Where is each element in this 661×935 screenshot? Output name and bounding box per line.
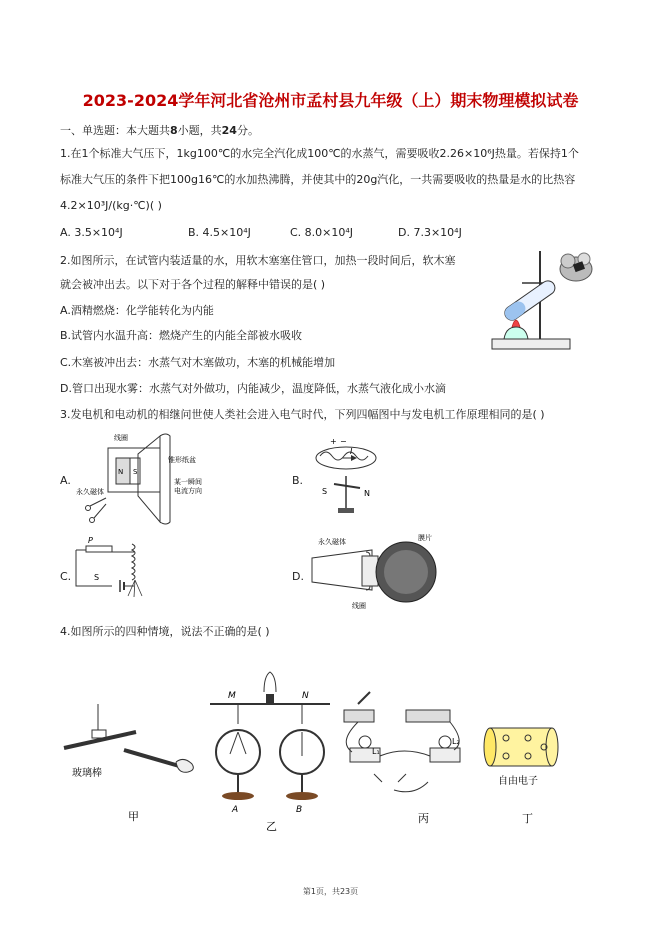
q1-option-a: A. 3.5×10⁴J [60,226,123,239]
figure-jia [64,704,193,823]
label-magnet: 永久磁体 [76,488,104,496]
label-a: A [232,805,239,815]
label-b: B [296,805,303,815]
label-m: M [228,691,236,701]
paper-title: 2023-2024学年河北省沧州市孟村县九年级（上）期末物理模拟试卷 [82,91,579,110]
label-p: P [88,536,93,545]
q3-option-a: A. [60,474,71,487]
label-magnet: 永久磁体 [318,538,346,546]
label-yi: 乙 [266,820,277,833]
q2-figure-test-tube [488,243,600,353]
label-n: N [118,468,124,476]
q3-option-c: C. [60,570,72,583]
label-ding: 丁 [522,812,533,825]
label-diaphragm: 膜片 [418,534,432,542]
label-n: N [364,489,370,498]
q2-line1: 2.如图所示，在试管内装适量的水，用软木塞塞住管口，加热一段时间后，软木塞 [60,254,456,267]
label-jia: 甲 [128,810,139,823]
q3-figure-a-speaker [76,426,218,532]
label-plus: + [330,437,337,446]
figure-yi [210,672,330,833]
q2-option-d: D.管口出现水雾：水蒸气对外做功，内能减少，温度降低，水蒸气液化成小水滴 [60,382,446,395]
q1-option-c: C. 8.0×10⁴J [290,226,354,239]
label-free-electrons: 自由电子 [498,776,538,787]
label-minus: − [340,437,347,446]
q3-line1: 3.发电机和电动机的相继问世使人类社会进入电气时代，下列四幅图中与发电机工作原理相同的是( ) [60,408,545,421]
q3-figure-d-microphone [306,532,456,614]
label-switch-s: S [94,573,100,582]
label-l2: L₂ [452,737,460,746]
q3-option-d: D. [292,570,304,583]
q2-line2: 就会被冲出去。以下对于各个过程的解释中错误的是( ) [60,278,326,291]
label-cone: 锥形纸盆 [168,456,196,464]
q3-option-b: B. [292,474,304,487]
label-coil: 线圈 [114,434,128,442]
label-coil: 线圈 [352,602,366,610]
label-s: S [133,468,138,476]
label-current-direction: 电流方向 [174,487,202,495]
figure-ding [484,728,558,825]
q1-option-b: B. 4.5×10⁴J [188,226,251,239]
label-n: N [302,691,309,701]
q3-figure-b-solenoid-compass [306,436,386,518]
figure-bing [344,692,460,825]
q2-option-c: C.木塞被冲出去：水蒸气对木塞做功，木塞的机械能增加 [60,356,336,369]
q1-option-d: D. 7.3×10⁴J [398,226,462,239]
label-l1: L₁ [372,747,380,756]
label-s: S [322,487,328,496]
q4-figures [58,644,618,836]
label-current-i: I [350,447,353,456]
q2-option-a: A.酒精燃烧：化学能转化为内能 [60,304,214,317]
label-bing: 丙 [418,812,429,825]
q3-figure-c-electromagnet [72,534,158,600]
q1-line3: 4.2×10³J/(kg·℃)( ) [60,199,162,212]
label-glass-rod: 玻璃棒 [72,768,102,779]
q4-line1: 4.如图所示的四种情境，说法不正确的是( ) [60,625,270,638]
section-heading: 一、单选题：本大题共8小题，共24分。 [60,124,259,137]
q1-line2: 标准大气压的条件下把100g16℃的水加热沸腾，并使其中的20g汽化，一共需要吸收的热量是水的比热容 [60,173,576,186]
q1-line1: 1.在1个标准大气压下，1kg100℃的水完全汽化成100℃的水蒸气，需要吸收2.26×10⁶J热量。若保持1个 [60,147,579,160]
q2-option-b: B.试管内水温升高：燃烧产生的内能全部被水吸收 [60,329,303,342]
page-footer: 第1页，共23页 [302,887,359,896]
label-current-moment: 某一瞬间 [174,478,202,486]
